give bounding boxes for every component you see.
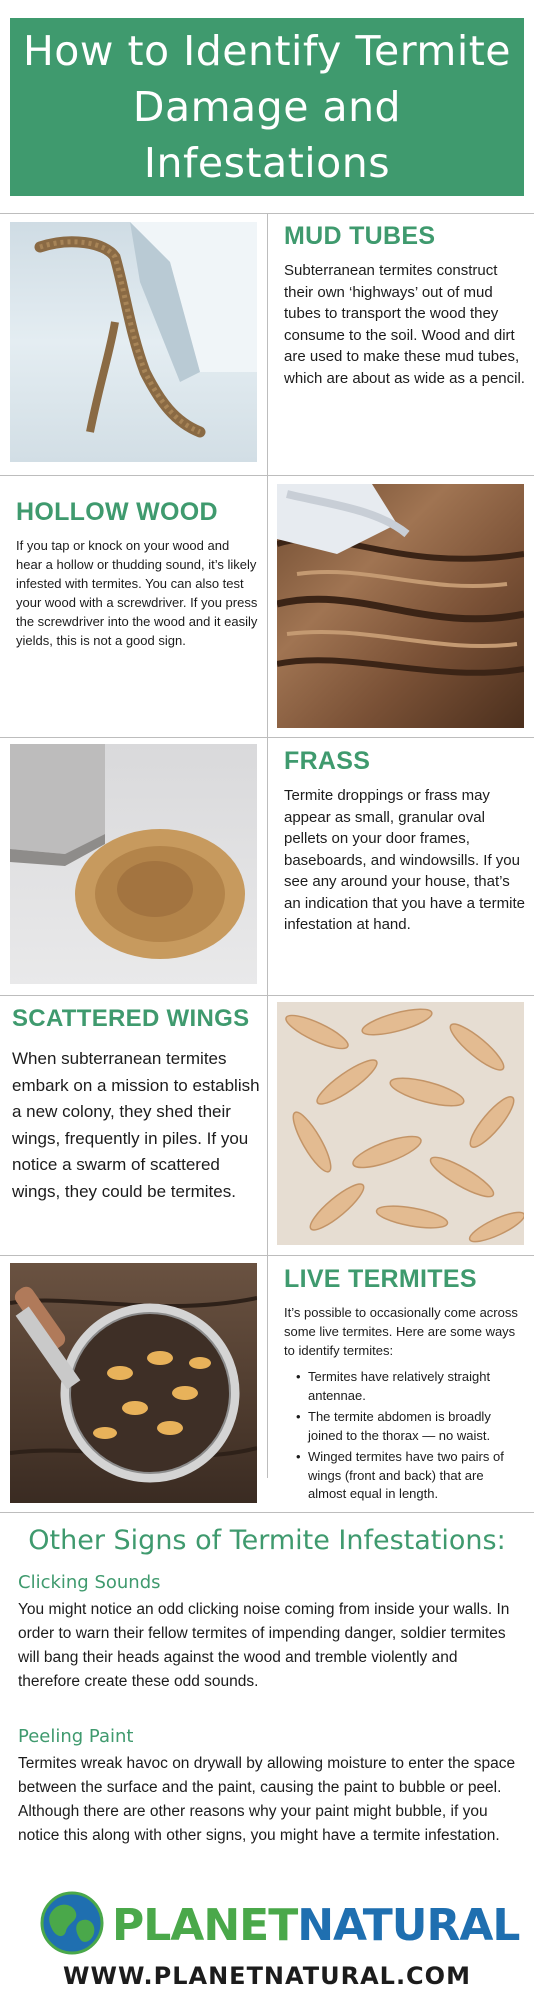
mud-tubes-text: Subterranean termites construct their own ‘highways’ out of mud tubes to transport the wood they consume to the soil. Wood and dirt are used to make these mud tubes, which are about as wide as a pencil.	[284, 262, 525, 387]
mud-tubes-image	[10, 222, 257, 462]
scattered-wings-image	[277, 1002, 524, 1245]
website-url: WWW.PLANETNATURAL.COM	[63, 1962, 471, 1990]
title-line-2: Damage and Infestations	[132, 83, 402, 187]
globe-icon	[40, 1891, 104, 1955]
peeling-paint-text: Termites wreak havoc on drywall by allowing moisture to enter the space between the surface and the paint, causing the paint to bubble or peel. Although there are other reasons why your paint might bubble, if you notice this along with other signs, you might have a termite infestation.	[18, 1755, 516, 1844]
live-termites-list	[292, 1368, 524, 1507]
scattered-wings-text: When subterranean termites embark on a mission to establish a new colony, they shed their wings, frequently in piles. If you notice a swarm of scattered wings, they could be termites.	[12, 1049, 260, 1201]
divider	[0, 737, 534, 738]
frass-image	[10, 744, 257, 984]
frass-text: Termite droppings or frass may appear as small, granular oval pellets on your door frames, baseboards, and windowsills. If you see any around your house, that’s an indication that you have a termite infestation at hand.	[284, 787, 525, 933]
divider	[0, 1255, 534, 1256]
page-title	[10, 23, 524, 191]
divider	[0, 1512, 534, 1513]
divider	[0, 475, 534, 476]
hollow-wood-image	[277, 484, 524, 728]
clicking-sounds-text: You might notice an odd clicking noise coming from inside your walls. In order to warn their fellow termites of impending danger, soldier termites will bang their heads against the wood and tremble violently and therefore create these odd sounds.	[18, 1601, 510, 1690]
clicking-sounds-title: Clicking Sounds	[18, 1572, 161, 1593]
scattered-wings-title: SCATTERED WINGS	[12, 1005, 250, 1032]
list-item: • Termites have relatively straight antennae.	[292, 1368, 524, 1405]
planet-natural-logo	[40, 1888, 520, 1958]
column-divider	[267, 213, 268, 1478]
list-item: • The termite abdomen is broadly joined to the thorax — no waist.	[292, 1408, 524, 1445]
live-termites-image	[10, 1263, 257, 1503]
hollow-wood-text: If you tap or knock on your wood and hear a hollow or thudding sound, it’s likely infested with termites. You can also test your wood with a screwdriver. If you press the screwdriver into the wood and it easily yields, this is not a good sign.	[16, 538, 258, 648]
title-banner	[10, 18, 524, 196]
frass-title: FRASS	[284, 747, 371, 775]
title-line-1: How to Identify Termite	[22, 27, 512, 75]
peeling-paint-title: Peeling Paint	[18, 1726, 134, 1747]
divider	[0, 995, 534, 996]
other-signs-title: Other Signs of Termite Infestations:	[28, 1525, 506, 1556]
logo-wordmark: PLANETNATURAL	[112, 1900, 520, 1951]
hollow-wood-title: HOLLOW WOOD	[16, 498, 218, 526]
live-termites-title: LIVE TERMITES	[284, 1265, 477, 1293]
list-item: • Winged termites have two pairs of wings (front and back) that are almost equal in length.	[292, 1448, 524, 1504]
live-termites-intro: It’s possible to occasionally come across some live termites. Here are some ways to identify termites:	[284, 1305, 518, 1358]
mud-tubes-title: MUD TUBES	[284, 222, 436, 250]
